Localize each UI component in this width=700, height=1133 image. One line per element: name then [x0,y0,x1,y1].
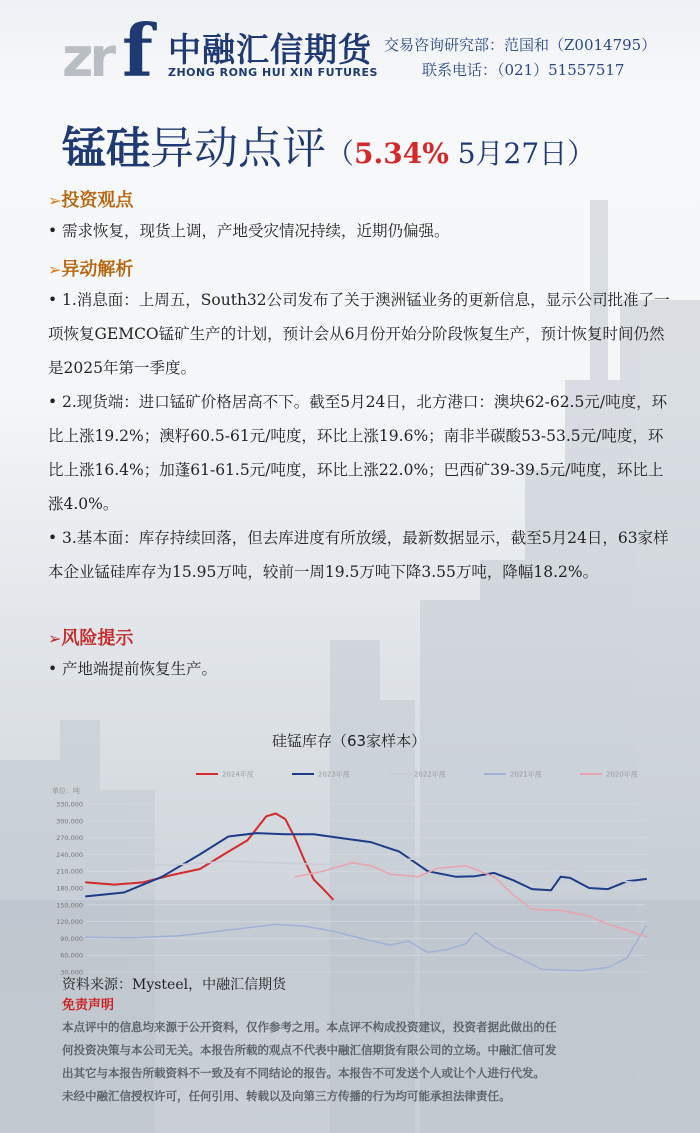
series-line-0 [86,814,333,900]
legend-label-1: 2023年度 [318,770,350,779]
section-heading-analysis: ➢异动解析 [48,259,134,280]
analysis-item-2: • 2.现货端：进口锰矿价格居高不下。截至5月24日，北方港口：澳块62-62.5元/吨度，环比上涨19.2%；澳籽60.5-61元/吨度，环比上涨19.6%；南非半碳酸53-53.5元/吨度，环比上涨16.4%；加蓬61-61.5元/吨度，环比上涨22.0%；巴西矿39-39.5元/吨度，环比上涨4.0%。 [48,393,668,513]
legend-label-3: 2021年度 [510,770,542,779]
chart-ytick-label: 150,000 [56,901,83,910]
chart-title: 硅锰库存（63家样本） [272,732,427,750]
inventory-line-chart [46,752,656,977]
company-name-cn: 中融汇信期货 [168,30,372,69]
disclaimer-line: 出其它与本报告所载资料不一致及有不同结论的报告。本报告不可发送个人或让个人进行代发。 [62,1066,545,1080]
logo-f-mark: f [122,8,153,93]
legend-label-2: 2022年度 [414,770,446,779]
legend-label-4: 2020年度 [606,770,638,779]
section-heading-risk: ➢风险提示 [48,628,134,649]
data-source: 资料来源：Mysteel，中融汇信期货 [62,977,287,993]
arrow-right-icon: ➢ [48,629,62,648]
disclaimer-text [62,1016,662,1108]
company-name-en: ZHONG RONG HUI XIN FUTURES [168,66,378,79]
chart-ytick-label: 180,000 [56,884,83,893]
chart-ytick-label: 60,000 [60,951,83,960]
series-line-3 [86,924,646,971]
disclaimer-line: 何投资决策与本公司无关。本报告所载的观点不代表中融汇信期货有限公司的立场。中融汇信可发 [62,1043,557,1057]
contact-phone: 联系电话：（021）51557517 [422,61,625,79]
chart-ytick-label: 300,000 [56,817,83,826]
chart-ytick-label: 90,000 [60,934,83,943]
disclaimer-line: 本点评中的信息均来源于公开资料，仅作参考之用。本点评不构成投资建议，投资者据此做出的任 [62,1020,557,1034]
contact-research-dept: 交易咨询研究部：范国和（Z0014795） [384,36,657,54]
invest-point: • 需求恢复，现货上调，产地受灾情况持续，近期仍偏强。 [48,222,450,240]
chart-ytick-label: 240,000 [56,850,83,859]
logo-zr-mark: zr [62,26,113,89]
chart-ytick-label: 330,000 [56,800,83,809]
chart-ytick-label: 210,000 [56,867,83,876]
title-change-pct: 5.34% [354,137,449,170]
report-header [0,0,700,100]
title-product: 锰硅 [62,123,150,174]
chart-unit-label: 单位：吨 [52,787,80,795]
risk-point: • 产地端提前恢复生产。 [48,660,218,678]
chart-ytick-label: 30,000 [60,968,83,977]
title-paren-open: （ [326,137,355,170]
chart-ytick-label: 120,000 [56,918,83,927]
arrow-right-icon: ➢ [48,260,62,279]
series-line-4 [295,863,646,937]
section-heading-invest: ➢投资观点 [48,190,134,211]
analysis-item-3: • 3.基本面：库存持续回落，但去库进度有所放缓，最新数据显示，截至5月24日，63家样本企业锰硅库存为15.95万吨，较前一周19.5万吨下降3.55万吨，降幅18.2%。 [48,529,669,581]
legend-label-0: 2024年度 [222,770,254,779]
chart-ytick-label: 270,000 [56,834,83,843]
disclaimer-title: 免责声明 [62,998,115,1013]
report-title [62,112,595,176]
arrow-right-icon: ➢ [48,191,62,210]
disclaimer-line: 未经中融汇信授权许可，任何引用、转载以及向第三方传播的行为均可能承担法律责任。 [62,1089,511,1103]
title-type: 异动点评 [150,123,326,174]
analysis-item-1: • 1.消息面：上周五，South32公司发布了关于澳洲锰业务的更新信息，显示公司批准了一项恢复GEMCO锰矿生产的计划，预计会从6月份开始分阶段恢复生产，预计恢复时间仍然是2025年第一季度。 [48,291,670,377]
title-date: 5月27日） [448,137,596,170]
